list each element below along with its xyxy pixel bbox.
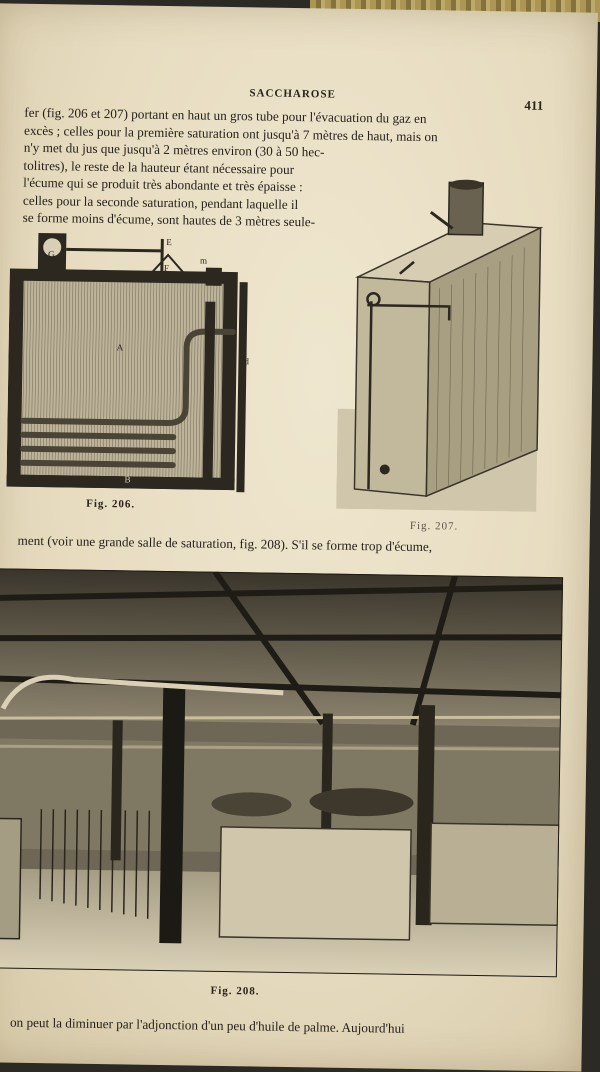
page-number: 411 <box>524 97 544 113</box>
text-line: celles pour la seconde saturation, pendant laquelle il <box>22 192 299 212</box>
text-line: n'y met du jus que jusqu'à 2 mètres environ (30 à 50 hec- <box>23 139 325 160</box>
text-line: on peut la diminuer par l'adjonction d'un peu d'huile de palme. Aujourd'hui <box>9 1014 405 1036</box>
label-d: d <box>244 356 250 367</box>
text-line: l'écume qui se produit très abondante et très épaisse : <box>23 174 303 195</box>
text-line: tolitres), le reste de la hauteur étant nécessaire pour <box>23 157 295 177</box>
label-f: F <box>163 262 169 274</box>
running-title: SACCHAROSE <box>249 87 336 101</box>
label-e: E <box>166 236 172 248</box>
label-b: B <box>124 474 131 485</box>
book-page <box>0 3 598 1071</box>
paragraph-middle <box>17 532 545 558</box>
figure-206-caption: Fig. 206. <box>86 497 136 511</box>
paragraph-bottom <box>10 1014 538 1040</box>
figure-207-saturator-exterior <box>336 177 546 512</box>
label-m: m <box>199 255 208 266</box>
figure-208-saturation-hall-photo <box>0 568 563 977</box>
figure-207-caption: Fig. 207. <box>409 519 459 533</box>
label-a: A <box>116 342 124 353</box>
text-line: se forme moins d'écume, sont hautes de 3 mètres seule- <box>22 209 316 230</box>
figure-206-saturator-section <box>6 229 255 495</box>
text-line: ment (voir une grande salle de saturation, fig. 208). S'il se forme trop d'écume, <box>17 532 433 555</box>
label-g: G <box>48 249 55 260</box>
text-line: excès ; celles pour la première saturation ont jusqu'à 7 mètres de haut, mais on <box>23 122 438 144</box>
figure-208-caption: Fig. 208. <box>210 984 260 998</box>
text-line: fer (fig. 206 et 207) portant en haut un gros tube pour l'évacuation du gaz en <box>24 104 427 127</box>
